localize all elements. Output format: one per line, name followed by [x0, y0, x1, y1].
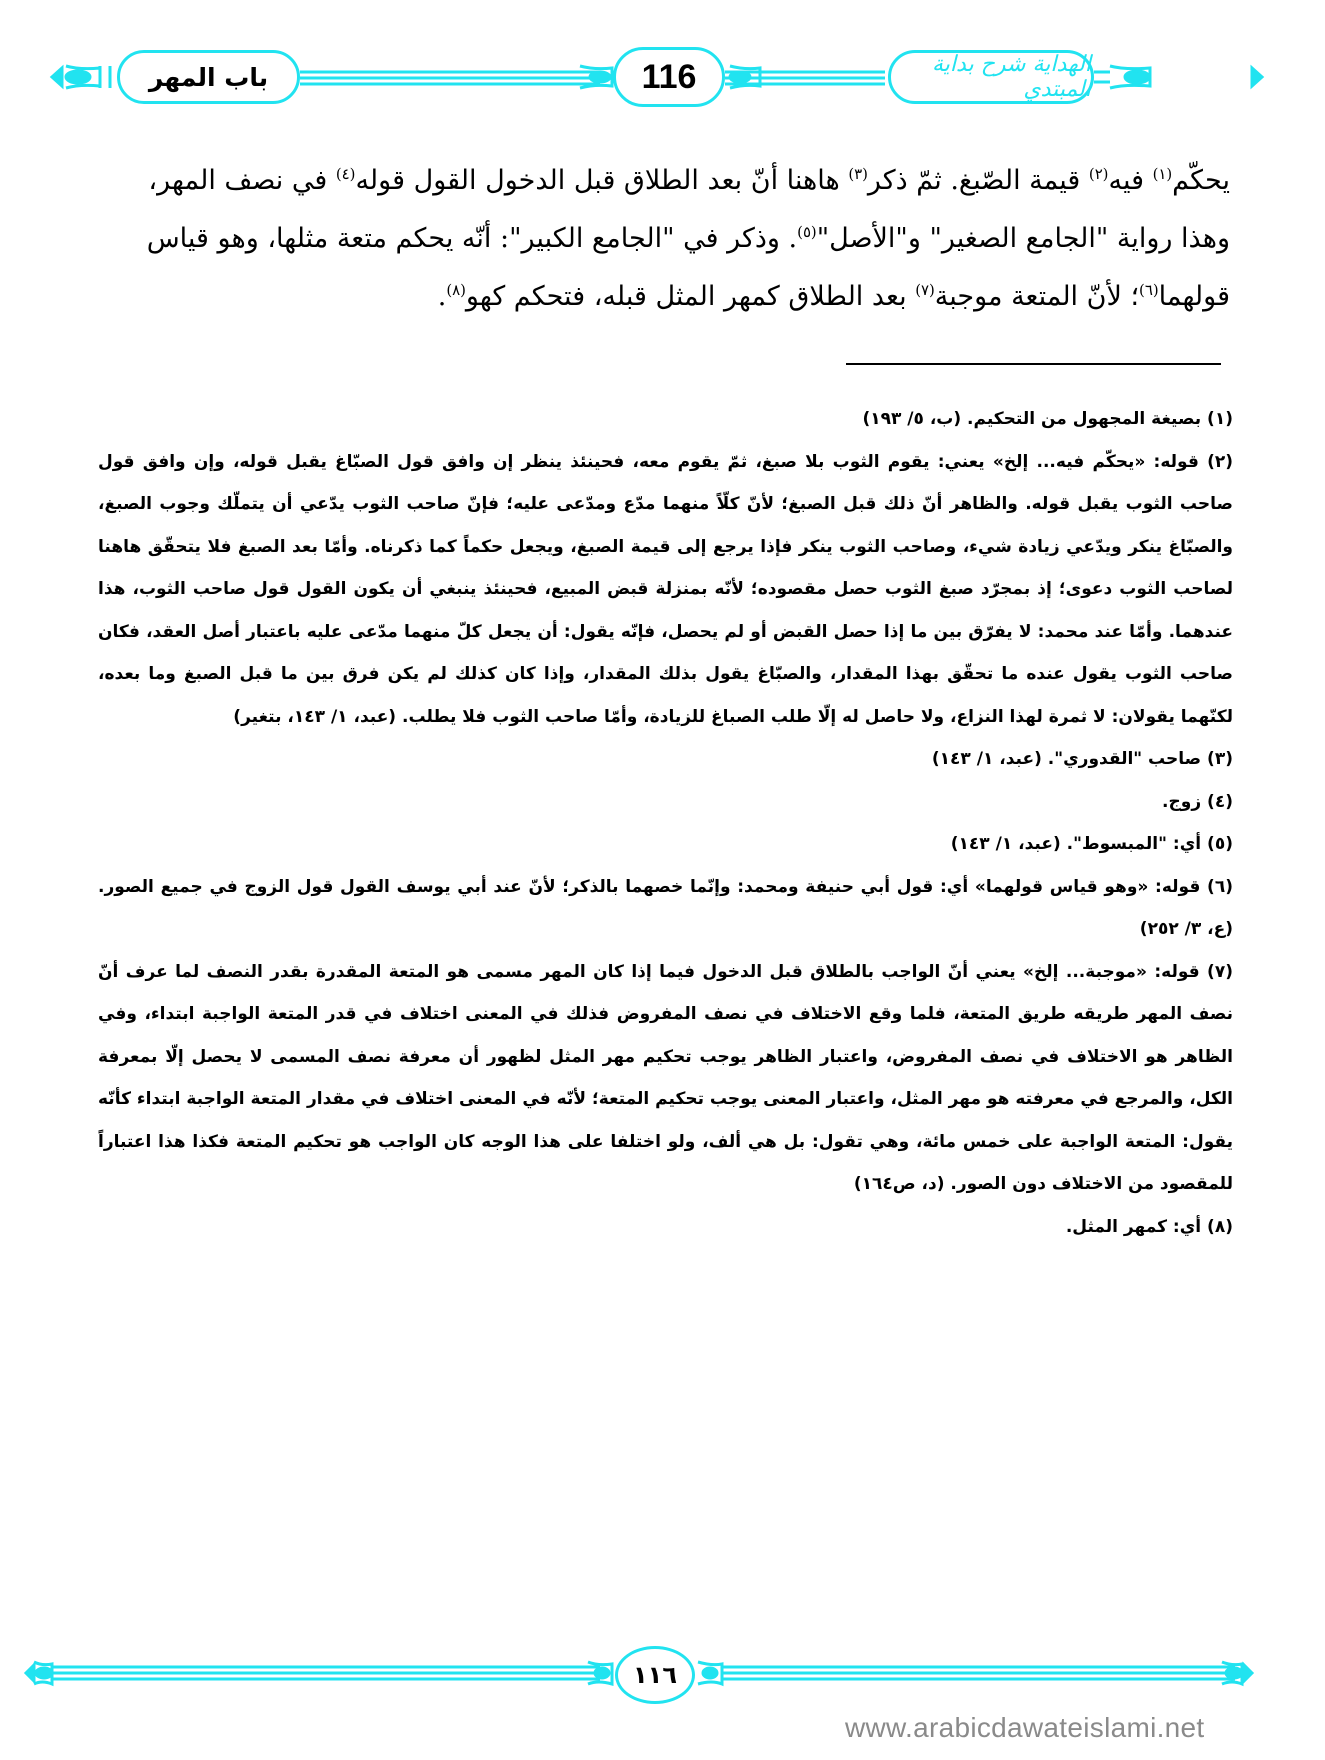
- footnote-text: قوله: «موجبة... إلخ» يعني أنّ الواجب بالطلاق قبل الدخول فيما إذا كان المهر مسمى هو المتعة المقدرة بقدر النصف لما عرف أنّ نصف المهر طريقه طريق المتعة، فلما وقع الاختلاف في نصف المفروض فذلك في المعنى اختلاف في قدر المتعة الواجبة ابتداء، وفي الظاهر هو الاختلاف في نصف المفروض، واعتبار الظاهر يوجب تحكيم مهر المثل لظهور أن معرفة نصف المسمى لا يحصل إلّا بمعرفة الكل، والمرجع في معرفته هو مهر المثل، واعتبار المعنى يوجب تحكيم المتعة؛ لأنّه في المعنى اختلاف في مقدار المتعة الواجبة ابتداء كأنّه يقول: المتعة الواجبة على خمس مائة، وهي تقول: بل هي ألف، ولو اختلفا على هذا الوجه كان الواجب هو تحكيم المتعة فكذا هذا اعتباراً للمقصود من الاختلاف دون الصور. (د، ص١٦٤): [98, 961, 1233, 1194]
- footnote-number: (٨): [1207, 1216, 1233, 1237]
- main-line: يحكّم$^{(١)}$ فيه$^{(٢)}$ قيمة الصّبغ. ثمّ ذكر$^{(٣)}$ هاهنا أنّ بعد الطلاق قبل الدخول القول قوله$^{(٤)}$ في نصف المهر،: [148, 165, 1230, 196]
- footnotes: [98, 398, 1233, 1248]
- footnote-ref[interactable]: (٦): [1139, 281, 1159, 299]
- page-number: 116: [641, 57, 697, 96]
- footnote-number: (٢): [1207, 451, 1234, 472]
- footnote-text: صاحب "القدوري". (عبد، ١/ ١٤٣): [931, 749, 1202, 769]
- footnote-ref[interactable]: (٧): [915, 281, 935, 299]
- book-title-badge: [888, 50, 1094, 104]
- footnote-1: [98, 398, 1233, 441]
- main-text: [100, 152, 1230, 326]
- footnote-text: قوله: «وهو قياس قولهما» أي: قول أبي حنيفة ومحمد: وإنّما خصهما بالذكر؛ لأنّ عند أبي يوسف القول قول الزوج في جميع الصور. (ع، ٣/ ٢٥٢): [98, 876, 1233, 939]
- page-footer: [0, 1640, 1325, 1720]
- footnote-7: [98, 951, 1233, 1206]
- chapter-title-badge: [117, 50, 300, 104]
- footnote-ref[interactable]: (٨): [446, 281, 466, 299]
- book-title: الهداية شرح بداية المبتدي: [932, 52, 1091, 102]
- footer-page-number-badge: [615, 1646, 695, 1704]
- footnote-ref[interactable]: (٢): [1088, 165, 1109, 183]
- footnote-divider: [846, 363, 1221, 365]
- footnote-number: (٦): [1207, 876, 1233, 897]
- footnote-text: قوله: «يحكّم فيه... إلخ» يعني: يقوم الثوب بلا صبغ، ثمّ يقوم معه، فحينئذ ينظر إن وافق قول الصبّاغ يقبل قوله، وإن وافق قول صاحب الثوب يقبل قوله. والظاهر أنّ ذلك قبل الصبغ؛ لأنّ كلّاً منهما مدّع ومدّعى عليه؛ فإنّ صاحب الثوب يدّعي أن يتملّك وجوب الصبغ، والصبّاغ ينكر ويدّعي زيادة شيء، وصاحب الثوب ينكر فإذا يرجع إلى قيمة الصبغ، ويجعل حكماً كما ذكرناه. وأمّا بعد الصبغ فلا يتحقّق هاهنا لصاحب الثوب دعوى؛ إذ بمجرّد صبغ الثوب حصل مقصوده؛ لأنّه بمنزلة قبض المبيع، فحينئذ ينبغي أن يكون القول قول صاحب الثوب، هذا عندهما. وأمّا عند محمد: لا يفرّق بين ما إذا حصل القبض أو لم يحصل، فإنّه يقول: أن يجعل كلّ منهما مدّعى عليه باعتبار أصل العقد، فكان صاحب الثوب يقول عنده ما تحقّق بهذا المقدار، والصبّاغ يقول بذلك المقدار، وإذا كان كذلك لم يكن فرق بين ما قبل الصبغ وما بعده، لكنّهما يقولان: لا ثمرة لهذا النزاع، ولا حاصل له إلّا طلب الصباغ للزيادة، وأمّا صاحب الثوب فلا يطلب. (عبد، ١/ ١٤٣، بتغير): [98, 451, 1233, 727]
- main-line: وهذا رواية "الجامع الصغير" و"الأصل"$^{(٥)}$. وذكر في "الجامع الكبير": أنّه يحكم متعة مثلها، وهو قياس: [146, 223, 1230, 254]
- main-line: قولهما$^{(٦)}$؛ لأنّ المتعة موجبة$^{(٧)}$ بعد الطلاق كمهر المثل قبله، فتحكم كهو$^{(٨)}$.: [437, 281, 1230, 312]
- page-number-badge: [613, 47, 725, 107]
- footnote-number: (٤): [1207, 791, 1233, 812]
- footnote-text: أي: "المبسوط". (عبد، ١/ ١٤٣): [950, 834, 1202, 854]
- footnote-ref[interactable]: (٣): [848, 165, 868, 183]
- footnote-number: (٧): [1207, 961, 1233, 982]
- footnote-number: (٥): [1207, 834, 1233, 854]
- chapter-title: باب المهر: [148, 62, 269, 92]
- footnote-number: (١): [1207, 409, 1233, 429]
- footer-page-number: ١١٦: [633, 1661, 677, 1689]
- footnote-text: بصيغة المجهول من التحكيم. (ب، ٥/ ١٩٣): [862, 409, 1202, 429]
- footnote-number: (٣): [1207, 749, 1233, 769]
- footnote-2: [98, 441, 1233, 739]
- footnote-text: أي: كمهر المثل.: [1065, 1216, 1202, 1237]
- page-header: [0, 30, 1325, 130]
- website-watermark: www.arabicdawateislami.net: [845, 1712, 1205, 1743]
- footnote-ref[interactable]: (٥): [797, 223, 817, 241]
- footnote-6: [98, 866, 1233, 951]
- footnote-4: [98, 781, 1233, 824]
- footnote-5: [98, 823, 1233, 866]
- footnote-8: [98, 1206, 1233, 1249]
- footnote-3: [98, 738, 1233, 781]
- footnote-text: زوج.: [1162, 791, 1202, 812]
- footnote-ref[interactable]: (٤): [335, 165, 356, 183]
- footnote-ref[interactable]: (١): [1152, 165, 1173, 183]
